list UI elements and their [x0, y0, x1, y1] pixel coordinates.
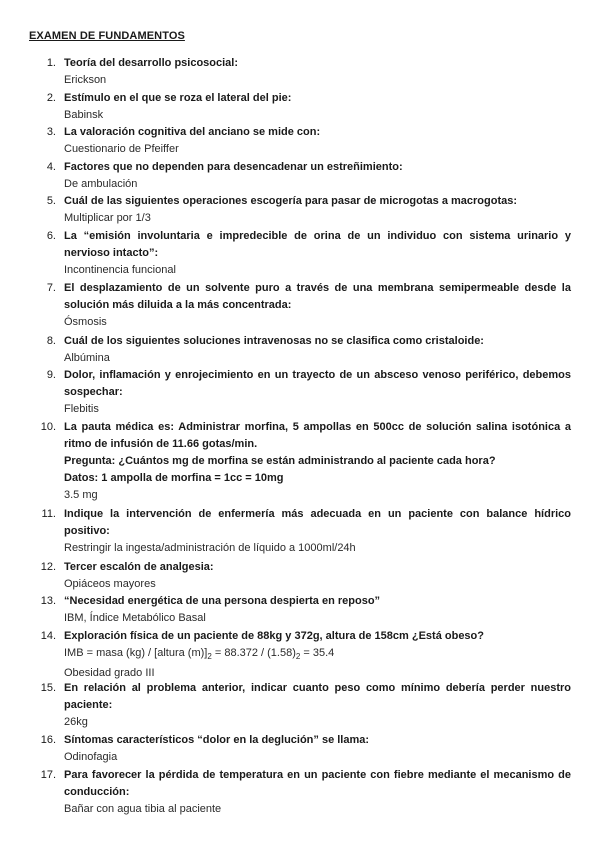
- answer-text: De ambulación: [64, 178, 138, 190]
- answer-text: Multiplicar por 1/3: [64, 212, 151, 224]
- question-number: 10.: [40, 421, 56, 433]
- question-text: Exploración física de un paciente de 88kg y 372g, altura de 158cm ¿Está obeso?: [64, 630, 484, 642]
- question-number: 6.: [46, 230, 56, 242]
- formula-part: IMB = masa (kg) / [altura (m)]: [64, 647, 208, 659]
- question-item: [44, 280, 571, 331]
- answer-text: Babinsk: [64, 109, 104, 121]
- question-item: [40, 767, 571, 818]
- page-title: EXAMEN DE FUNDAMENTOS: [29, 30, 185, 42]
- answer-text: Bañar con agua tibia al paciente: [64, 803, 222, 815]
- question-number: 3.: [46, 126, 56, 138]
- answer-text: 26kg: [64, 716, 88, 728]
- question-text: Cuál de los siguientes soluciones intravenosas no se clasifica como cristaloide:: [64, 335, 484, 347]
- formula-exponent: 2: [207, 652, 212, 662]
- answer-text: IBM, Índice Metabólico Basal: [64, 612, 206, 624]
- question-text: Cuál de las siguientes operaciones escogería para pasar de microgotas a macrogotas:: [64, 195, 518, 207]
- question-text: Dolor, inflamación y enrojecimiento en un trayecto de un absceso venoso periférico, debemos sospechar:: [64, 369, 571, 398]
- question-text: Teoría del desarrollo psicosocial:: [64, 57, 239, 69]
- answer-text: Odinofagia: [64, 751, 118, 763]
- answer-text: Cuestionario de Pfeiffer: [64, 143, 179, 155]
- question-item: [41, 506, 571, 557]
- question-text: Factores que no dependen para desencadenar un estreñimiento:: [64, 161, 403, 173]
- question-text: Indique la intervención de enfermería más adecuada en un paciente con balance hídrico positivo:: [64, 508, 571, 537]
- answer-text: Albúmina: [64, 352, 110, 364]
- question-number: 5.: [46, 195, 56, 207]
- question-item: [40, 732, 571, 766]
- question-item: [44, 193, 571, 227]
- question-number: 7.: [46, 282, 56, 294]
- answer-text: Incontinencia funcional: [64, 264, 176, 276]
- formula-text: [64, 645, 571, 665]
- question-item: [44, 367, 571, 418]
- question-number: 17.: [40, 769, 56, 781]
- question-text: Para favorecer la pérdida de temperatura en un paciente con fiebre mediante el mecanismo de conducción:: [64, 769, 571, 798]
- question-number: 15.: [40, 682, 56, 694]
- question-data: Datos: 1 ampolla de morfina = 1cc = 10mg: [64, 472, 284, 484]
- question-number: 11.: [41, 508, 56, 520]
- question-item: [44, 90, 571, 124]
- question-number: 8.: [46, 335, 56, 347]
- question-text: La pauta médica es: Administrar morfina, 5 ampollas en 500cc de solución salina isotónica a ritmo de infusión de 11.66 gotas/min.: [64, 421, 571, 450]
- question-text: En relación al problema anterior, indicar cuanto peso como mínimo debería perder nuestro paciente:: [64, 682, 571, 711]
- formula-part: = 88.372 / (1.58): [211, 647, 296, 659]
- question-text: Tercer escalón de analgesia:: [64, 561, 214, 573]
- question-text: Síntomas característicos “dolor en la deglución” se llama:: [64, 734, 370, 746]
- question-item: [40, 628, 571, 682]
- answer-text: Flebitis: [64, 403, 99, 415]
- question-item: [40, 419, 571, 504]
- formula-part: = 35.4: [300, 647, 335, 659]
- question-text: La valoración cognitiva del anciano se mide con:: [64, 126, 321, 138]
- answer-text: Erickson: [64, 74, 107, 86]
- answer-text: Restringir la ingesta/administración de líquido a 1000ml/24h: [64, 542, 356, 554]
- question-item: [40, 680, 571, 731]
- answer-text: Ósmosis: [64, 316, 107, 328]
- question-item: [44, 124, 571, 158]
- answer-text: Obesidad grado III: [64, 667, 155, 680]
- question-text: Estímulo en el que se roza el lateral del pie:: [64, 92, 292, 104]
- question-number: 14.: [40, 630, 56, 642]
- question-item: [40, 559, 571, 593]
- question-number: 4.: [46, 161, 56, 173]
- question-item: [44, 333, 571, 367]
- question-number: 2.: [46, 92, 56, 104]
- question-number: 16.: [40, 734, 56, 746]
- question-number: 9.: [46, 369, 56, 381]
- question-text: “Necesidad energética de una persona despierta en reposo”: [64, 595, 381, 607]
- question-item: [40, 593, 571, 627]
- question-item: [44, 159, 571, 193]
- formula-exponent: 2: [295, 652, 301, 662]
- answer-text: 3.5 mg: [64, 489, 98, 501]
- question-text: La “emisión involuntaria e impredecible de orina de un individuo con sistema urinario y nervioso intacto”:: [64, 230, 571, 259]
- question-number: 1.: [46, 57, 56, 69]
- answer-text: Opiáceos mayores: [64, 578, 156, 590]
- question-subtext: Pregunta: ¿Cuántos mg de morfina se están administrando al paciente cada hora?: [64, 455, 496, 467]
- question-item: [44, 55, 571, 89]
- question-text: El desplazamiento de un solvente puro a través de una membrana semipermeable desde la solución más diluida a la más concentrada:: [64, 282, 571, 311]
- question-number: 13.: [40, 595, 56, 607]
- question-number: 12.: [40, 561, 56, 573]
- question-item: [44, 228, 571, 279]
